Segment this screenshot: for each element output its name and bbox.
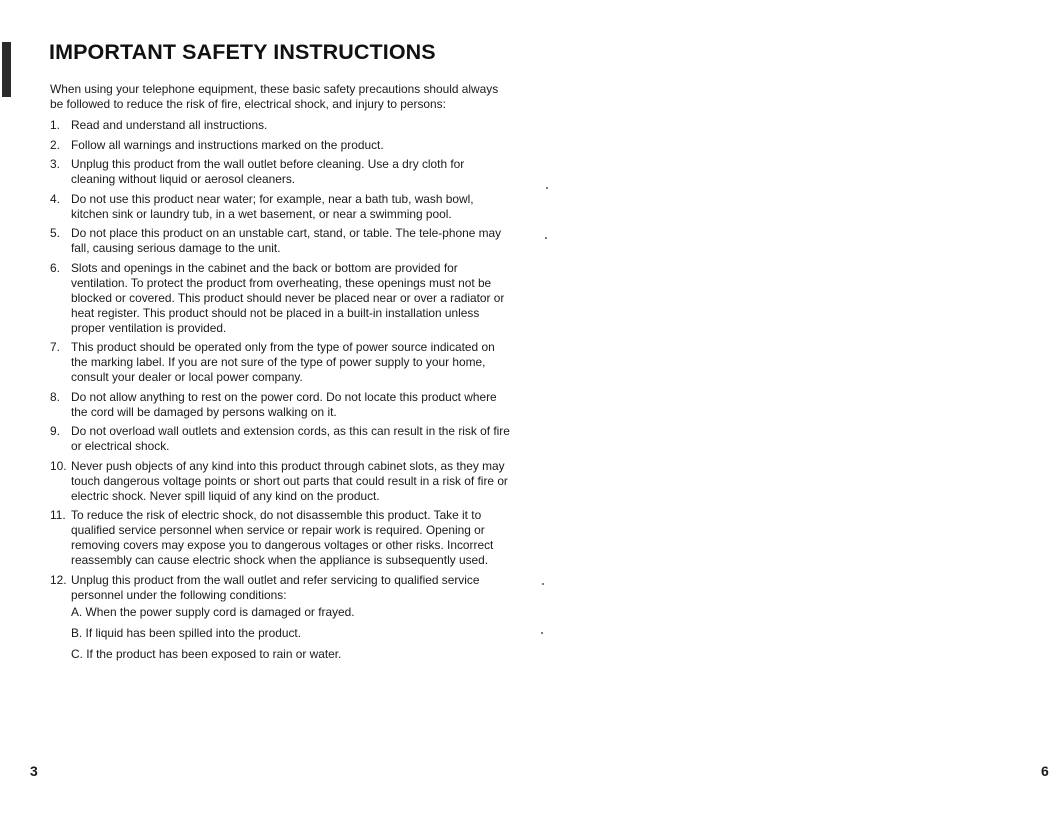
- item-number: 4.: [50, 191, 60, 206]
- item-text: Unplug this product from the wall outlet and refer servicing to qualified service personnel under the following conditions:: [71, 572, 480, 602]
- item-text: Do not use this product near water; for example, near a bath tub, wash bowl, kitchen sink or laundry tub, in a wet basement, or near a swimming pool.: [71, 191, 474, 221]
- item-number: 5.: [50, 226, 60, 240]
- item-text: To reduce the risk of electric shock, do not disassemble this product. Take it to qualified service personnel when service or repair work is required. Opening or removing covers may expose you to dangerous voltages or other risks. Incorrect reassembly can cause electric shock when the appliance is subsequently used.: [71, 508, 494, 567]
- item-number: 1.: [50, 118, 60, 132]
- page-title: IMPORTANT SAFETY INSTRUCTIONS: [49, 40, 436, 64]
- instruction-item: [50, 508, 510, 568]
- instruction-item: [50, 226, 510, 256]
- item-number: 8.: [50, 389, 60, 404]
- item-text: Slots and openings in the cabinet and the back or bottom are provided for ventilation. To protect the product from overheating, these openings must not be blocked or covered. This product should never be placed near or over a radiator or heat register. This product should not be placed in a built-in installation unless proper ventilation is provided.: [71, 260, 505, 335]
- instruction-item: [50, 157, 510, 187]
- page-number-left: 3: [30, 763, 38, 779]
- scan-speck: [545, 237, 547, 239]
- instruction-item: [50, 261, 510, 336]
- item-text: Follow all warnings and instructions marked on the product.: [71, 137, 384, 152]
- condition-list: [71, 605, 510, 662]
- item-number: 11.: [50, 508, 66, 522]
- item-number: 2.: [50, 137, 60, 152]
- scan-speck: [542, 583, 544, 585]
- item-text: Do not allow anything to rest on the power cord. Do not locate this product where the cord will be damaged by persons walking on it.: [71, 389, 497, 419]
- condition-item: B. If liquid has been spilled into the product.: [71, 625, 302, 640]
- item-number: 6.: [50, 260, 60, 275]
- scan-speck: [541, 632, 543, 634]
- item-text: Do not overload wall outlets and extension cords, as this can result in the risk of fire or electrical shock.: [71, 424, 510, 453]
- item-text: Do not place this product on an unstable cart, stand, or table. The tele-phone may fall, causing serious damage to the unit.: [71, 226, 502, 255]
- scan-speck: [546, 187, 548, 189]
- instruction-item: [50, 118, 510, 133]
- instruction-item: [50, 192, 510, 222]
- item-number: 10.: [50, 458, 67, 473]
- intro-paragraph: When using your telephone equipment, these basic safety precautions should always be followed to reduce the risk of fire, electrical shock, and injury to persons:: [50, 82, 499, 111]
- item-text: This product should be operated only from the type of power source indicated on the marking label. If you are not sure of the type of power supply to your home, consult your dealer or local power company.: [71, 340, 495, 384]
- item-text: Never push objects of any kind into this product through cabinet slots, as they may touch dangerous voltage points or short out parts that could result in a risk of fire or electric shock. Never spill liquid of any kind on the product.: [71, 458, 508, 503]
- condition-item: C. If the product has been exposed to rain or water.: [71, 646, 342, 661]
- page-edge-tab: [2, 42, 11, 97]
- instruction-item: [50, 340, 510, 385]
- condition-item: A. When the power supply cord is damaged or frayed.: [71, 604, 355, 619]
- instruction-item: [50, 459, 510, 504]
- item-number: 3.: [50, 157, 60, 171]
- instruction-item: [50, 390, 510, 420]
- item-text: Read and understand all instructions.: [71, 118, 268, 132]
- item-number: 9.: [50, 424, 60, 438]
- item-number: 7.: [50, 340, 60, 354]
- item-text: Unplug this product from the wall outlet before cleaning. Use a dry cloth for cleaning without liquid or aerosol cleaners.: [71, 157, 465, 186]
- instruction-item: [50, 424, 510, 454]
- instruction-item: [50, 138, 510, 153]
- item-number: 12.: [50, 572, 67, 587]
- document-body: [50, 82, 510, 668]
- instruction-list: [50, 118, 510, 662]
- instruction-item: [50, 573, 510, 662]
- page-number-right: 6: [1041, 763, 1049, 779]
